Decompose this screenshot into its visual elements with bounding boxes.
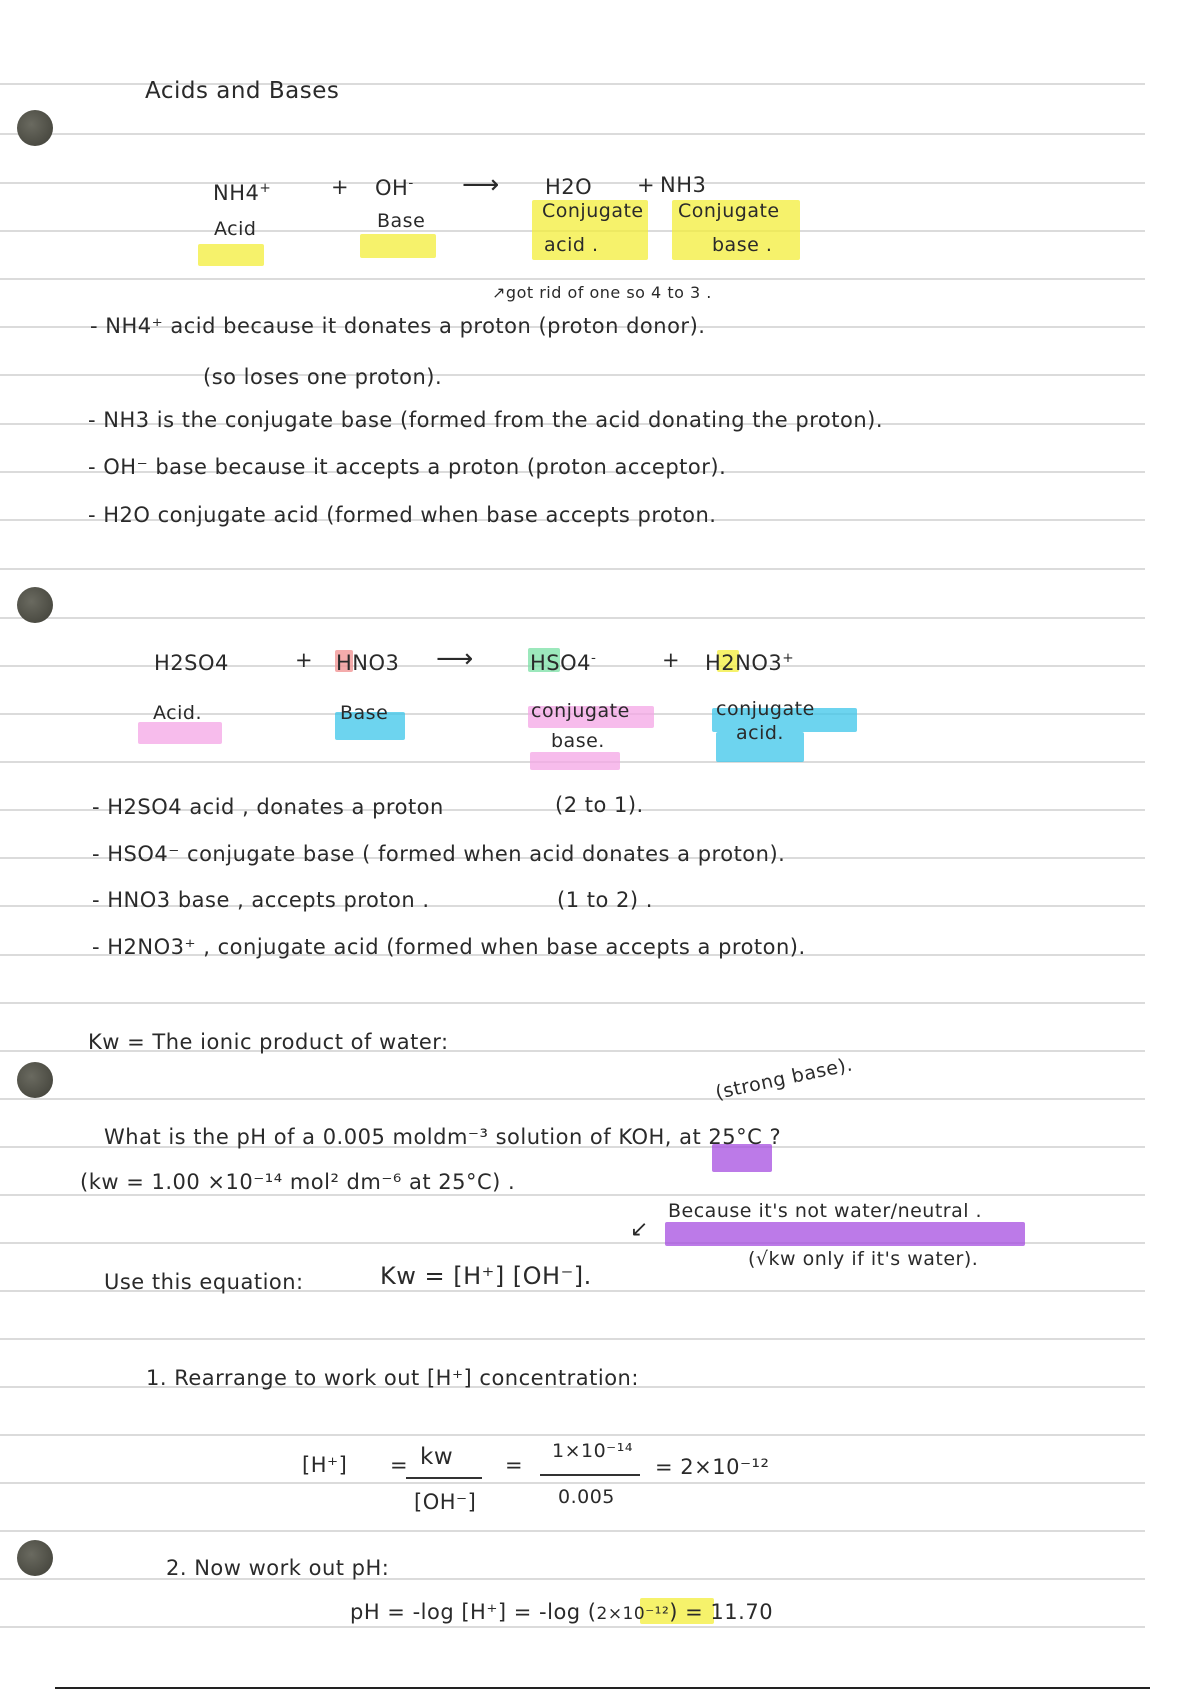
- label-conjugate-acid-1: Conjugate: [542, 200, 644, 222]
- label-conjugate-base-2: base .: [712, 234, 773, 256]
- note-line: (1 to 2) .: [557, 888, 653, 912]
- sqrt-kw-note: (√kw only if it's water).: [748, 1248, 979, 1270]
- fraction-equals: =: [390, 1453, 409, 1477]
- reactant-h2so4: H2SO4: [154, 651, 229, 675]
- kw-equation: Kw = [H⁺] [OH⁻].: [380, 1262, 592, 1290]
- highlight-acid: [198, 244, 264, 266]
- step-2: 2. Now work out pH:: [166, 1556, 390, 1580]
- step-1: 1. Rearrange to work out [H⁺] concentration:: [146, 1366, 639, 1390]
- fraction-lhs: [H⁺]: [302, 1453, 348, 1477]
- plus-sign: +: [637, 173, 656, 197]
- strong-base-note: (strong base).: [713, 1053, 855, 1104]
- note-line: - H2SO4 acid , donates a proton: [92, 795, 444, 819]
- highlight-acid-2: [138, 722, 222, 744]
- fraction-numerator-2: 1×10⁻¹⁴: [552, 1440, 633, 1462]
- note-line: - H2O conjugate acid (formed when base accepts proton.: [88, 503, 717, 527]
- fraction-equals: =: [505, 1453, 524, 1477]
- binder-hole: [17, 1540, 53, 1576]
- plus-sign: +: [331, 175, 350, 199]
- plus-sign: +: [295, 648, 314, 672]
- note-line: - HSO4⁻ conjugate base ( formed when acid donates a proton).: [92, 842, 786, 866]
- ph-equation: pH = -log [H⁺] = -log (2×10⁻¹²) = 11.70: [350, 1600, 774, 1624]
- note-line: - NH3 is the conjugate base (formed from the acid donating the proton).: [88, 408, 884, 432]
- highlight-because: [665, 1222, 1025, 1246]
- note-line: - H2NO3⁺ , conjugate acid (formed when base accepts a proton).: [92, 935, 806, 959]
- product-h2no3: H2NO3+: [705, 650, 795, 675]
- fraction-numerator: kw: [420, 1444, 454, 1470]
- plus-sign: +: [662, 648, 681, 672]
- note-line: (so loses one proton).: [203, 365, 443, 389]
- product-h2o: H2O: [545, 175, 593, 199]
- binder-hole: [17, 587, 53, 623]
- use-equation-label: Use this equation:: [104, 1270, 304, 1294]
- label-acid: Acid: [214, 218, 257, 240]
- reactant-nh4: NH4+: [213, 180, 272, 205]
- label-acid-2: Acid.: [153, 702, 202, 724]
- question-text: What is the pH of a 0.005 moldm⁻³ solution of KOH, at 25°C ?: [104, 1125, 782, 1149]
- binder-hole: [17, 110, 53, 146]
- because-note: Because it's not water/neutral .: [668, 1200, 983, 1222]
- label-conjugate-base-2-1: conjugate: [531, 700, 630, 722]
- note-line: - HNO3 base , accepts proton .: [92, 888, 430, 912]
- fraction-denominator: [OH⁻]: [414, 1490, 477, 1514]
- page-title: Acids and Bases: [145, 78, 340, 104]
- fraction-denominator-2: 0.005: [558, 1486, 615, 1508]
- highlight-base: [360, 234, 436, 258]
- label-conjugate-acid-2-2: acid.: [736, 722, 784, 744]
- product-hso4: HSO4-: [530, 650, 597, 675]
- fraction-result: = 2×10⁻¹²: [655, 1455, 770, 1479]
- reactant-hno3: HNO3: [336, 651, 400, 675]
- label-base: Base: [377, 210, 426, 232]
- kw-given: (kw = 1.00 ×10⁻¹⁴ mol² dm⁻⁶ at 25°C) .: [80, 1170, 516, 1194]
- note-line: (2 to 1).: [555, 793, 644, 817]
- highlight-conj-base-2b: [530, 752, 620, 770]
- label-conjugate-acid-2: acid .: [544, 234, 599, 256]
- reaction-arrow: ⟶: [462, 170, 500, 200]
- binder-hole: [17, 1062, 53, 1098]
- note-line: - NH4⁺ acid because it donates a proton (proton donor).: [90, 314, 706, 338]
- reaction-arrow: ⟶: [436, 644, 474, 674]
- label-base-2: Base: [340, 702, 389, 724]
- fraction-bar: [406, 1477, 482, 1479]
- product-nh3: NH3: [660, 173, 707, 197]
- arrow-note: ↙: [630, 1217, 649, 1242]
- fraction-bar: [540, 1474, 640, 1476]
- label-conjugate-acid-2-1: conjugate: [716, 698, 815, 720]
- label-conjugate-base-2-2: base.: [551, 730, 605, 752]
- reactant-oh: OH-: [375, 175, 414, 200]
- kw-heading: Kw = The ionic product of water:: [88, 1030, 449, 1054]
- label-conjugate-base-1: Conjugate: [678, 200, 780, 222]
- note-line: - OH⁻ base because it accepts a proton (proton acceptor).: [88, 455, 727, 479]
- annotation-note: ↗got rid of one so 4 to 3 .: [492, 283, 712, 302]
